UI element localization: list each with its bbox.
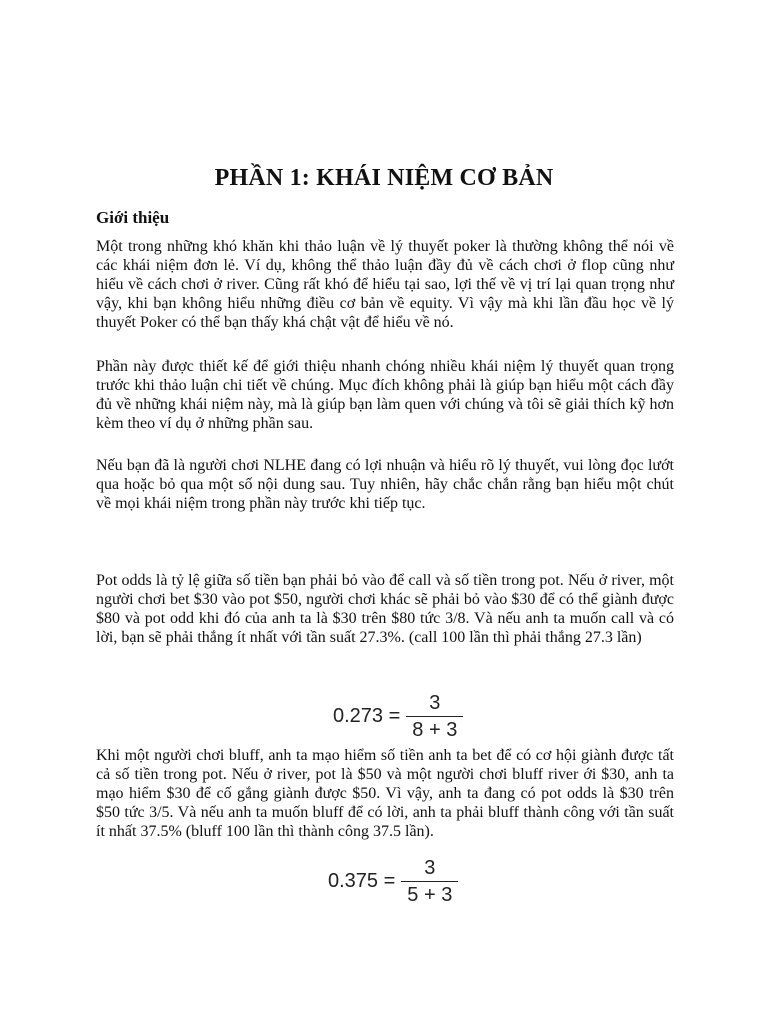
equation-pot-odds bbox=[333, 692, 463, 741]
paragraph-intro: Một trong những khó khăn khi thảo luận về lý thuyết poker là thường không thể nói về các khái niệm đơn lẻ. Ví dụ, không thể thảo luận đầy đủ về cách chơi ở flop cũng như hiểu về cách chơi ở river. Cũng rất khó để hiểu tại sao, lợi thế về vị trí lại quan trọng như vậy, khi bạn không hiểu những điều cơ bản về equity. Vì vậy mà khi lần đầu học về lý thuyết Poker có thể bạn thấy khá chật vật để hiểu về nó. bbox=[96, 238, 674, 331]
section-heading: Giới thiệu bbox=[96, 208, 170, 227]
paragraph-skip-note: Nếu bạn đã là người chơi NLHE đang có lợi nhuận và hiểu rõ lý thuyết, vui lòng đọc lướt qua hoặc bỏ qua một số nội dung sau. Tuy nhiên, hãy chắc chắn rằng bạn hiểu một chút về mọi khái niệm trong phần này trước khi tiếp tục. bbox=[96, 457, 674, 512]
equation-numerator: 3 bbox=[424, 857, 436, 879]
equation-lhs: 0.273 = bbox=[333, 705, 401, 727]
paragraph-purpose: Phần này được thiết kế để giới thiệu nhanh chóng nhiều khái niệm lý thuyết quan trọng trước khi thảo luận chi tiết về chúng. Mục đích không phải là giúp bạn hiểu một cách đầy đủ về những khái niệm này, mà là giúp bạn làm quen với chúng và tôi sẽ giải thích kỹ hơn kèm theo ví dụ ở những phần sau. bbox=[96, 358, 674, 432]
equation-numerator: 3 bbox=[429, 692, 441, 714]
page-title: PHẦN 1: KHÁI NIỆM CƠ BẢN bbox=[214, 165, 554, 191]
paragraph-bluff: Khi một người chơi bluff, anh ta mạo hiểm số tiền anh ta bet để có cơ hội giành được tất cả số tiền trong pot. Nếu ở river, pot là $50 và một người chơi bluff river ới $30, anh ta mạo hiểm $30 để cố gắng giành được $50. Vì vậy, anh ta đang có pot odds là $30 trên $50 tức 3/5. Và nếu anh ta muốn bluff để có lời, anh ta phải bluff thành công với tần suất ít nhất 37.5% (bluff 100 lần thì thành công 37.5 lần). bbox=[96, 747, 674, 840]
equation-fraction bbox=[406, 692, 463, 741]
equation-bluff bbox=[328, 857, 458, 906]
equation-fraction bbox=[401, 857, 458, 906]
equation-denominator: 8 + 3 bbox=[412, 719, 458, 741]
paragraph-pot-odds: Pot odds là tỷ lệ giữa số tiền bạn phải bỏ vào để call và số tiền trong pot. Nếu ở river, một người chơi bet $30 vào pot $50, người chơi khác sẽ phải bỏ vào $30 để có thể giành được $80 và pot odd khi đó của anh ta là $30 trên $80 tức 3/8. Và nếu anh ta muốn call và có lời, bạn sẽ phải thắng ít nhất với tần suất 27.3%. (call 100 lần thì phải thắng 27.3 lần) bbox=[96, 572, 674, 646]
equation-denominator: 5 + 3 bbox=[407, 884, 453, 906]
equation-lhs: 0.375 = bbox=[328, 870, 396, 892]
